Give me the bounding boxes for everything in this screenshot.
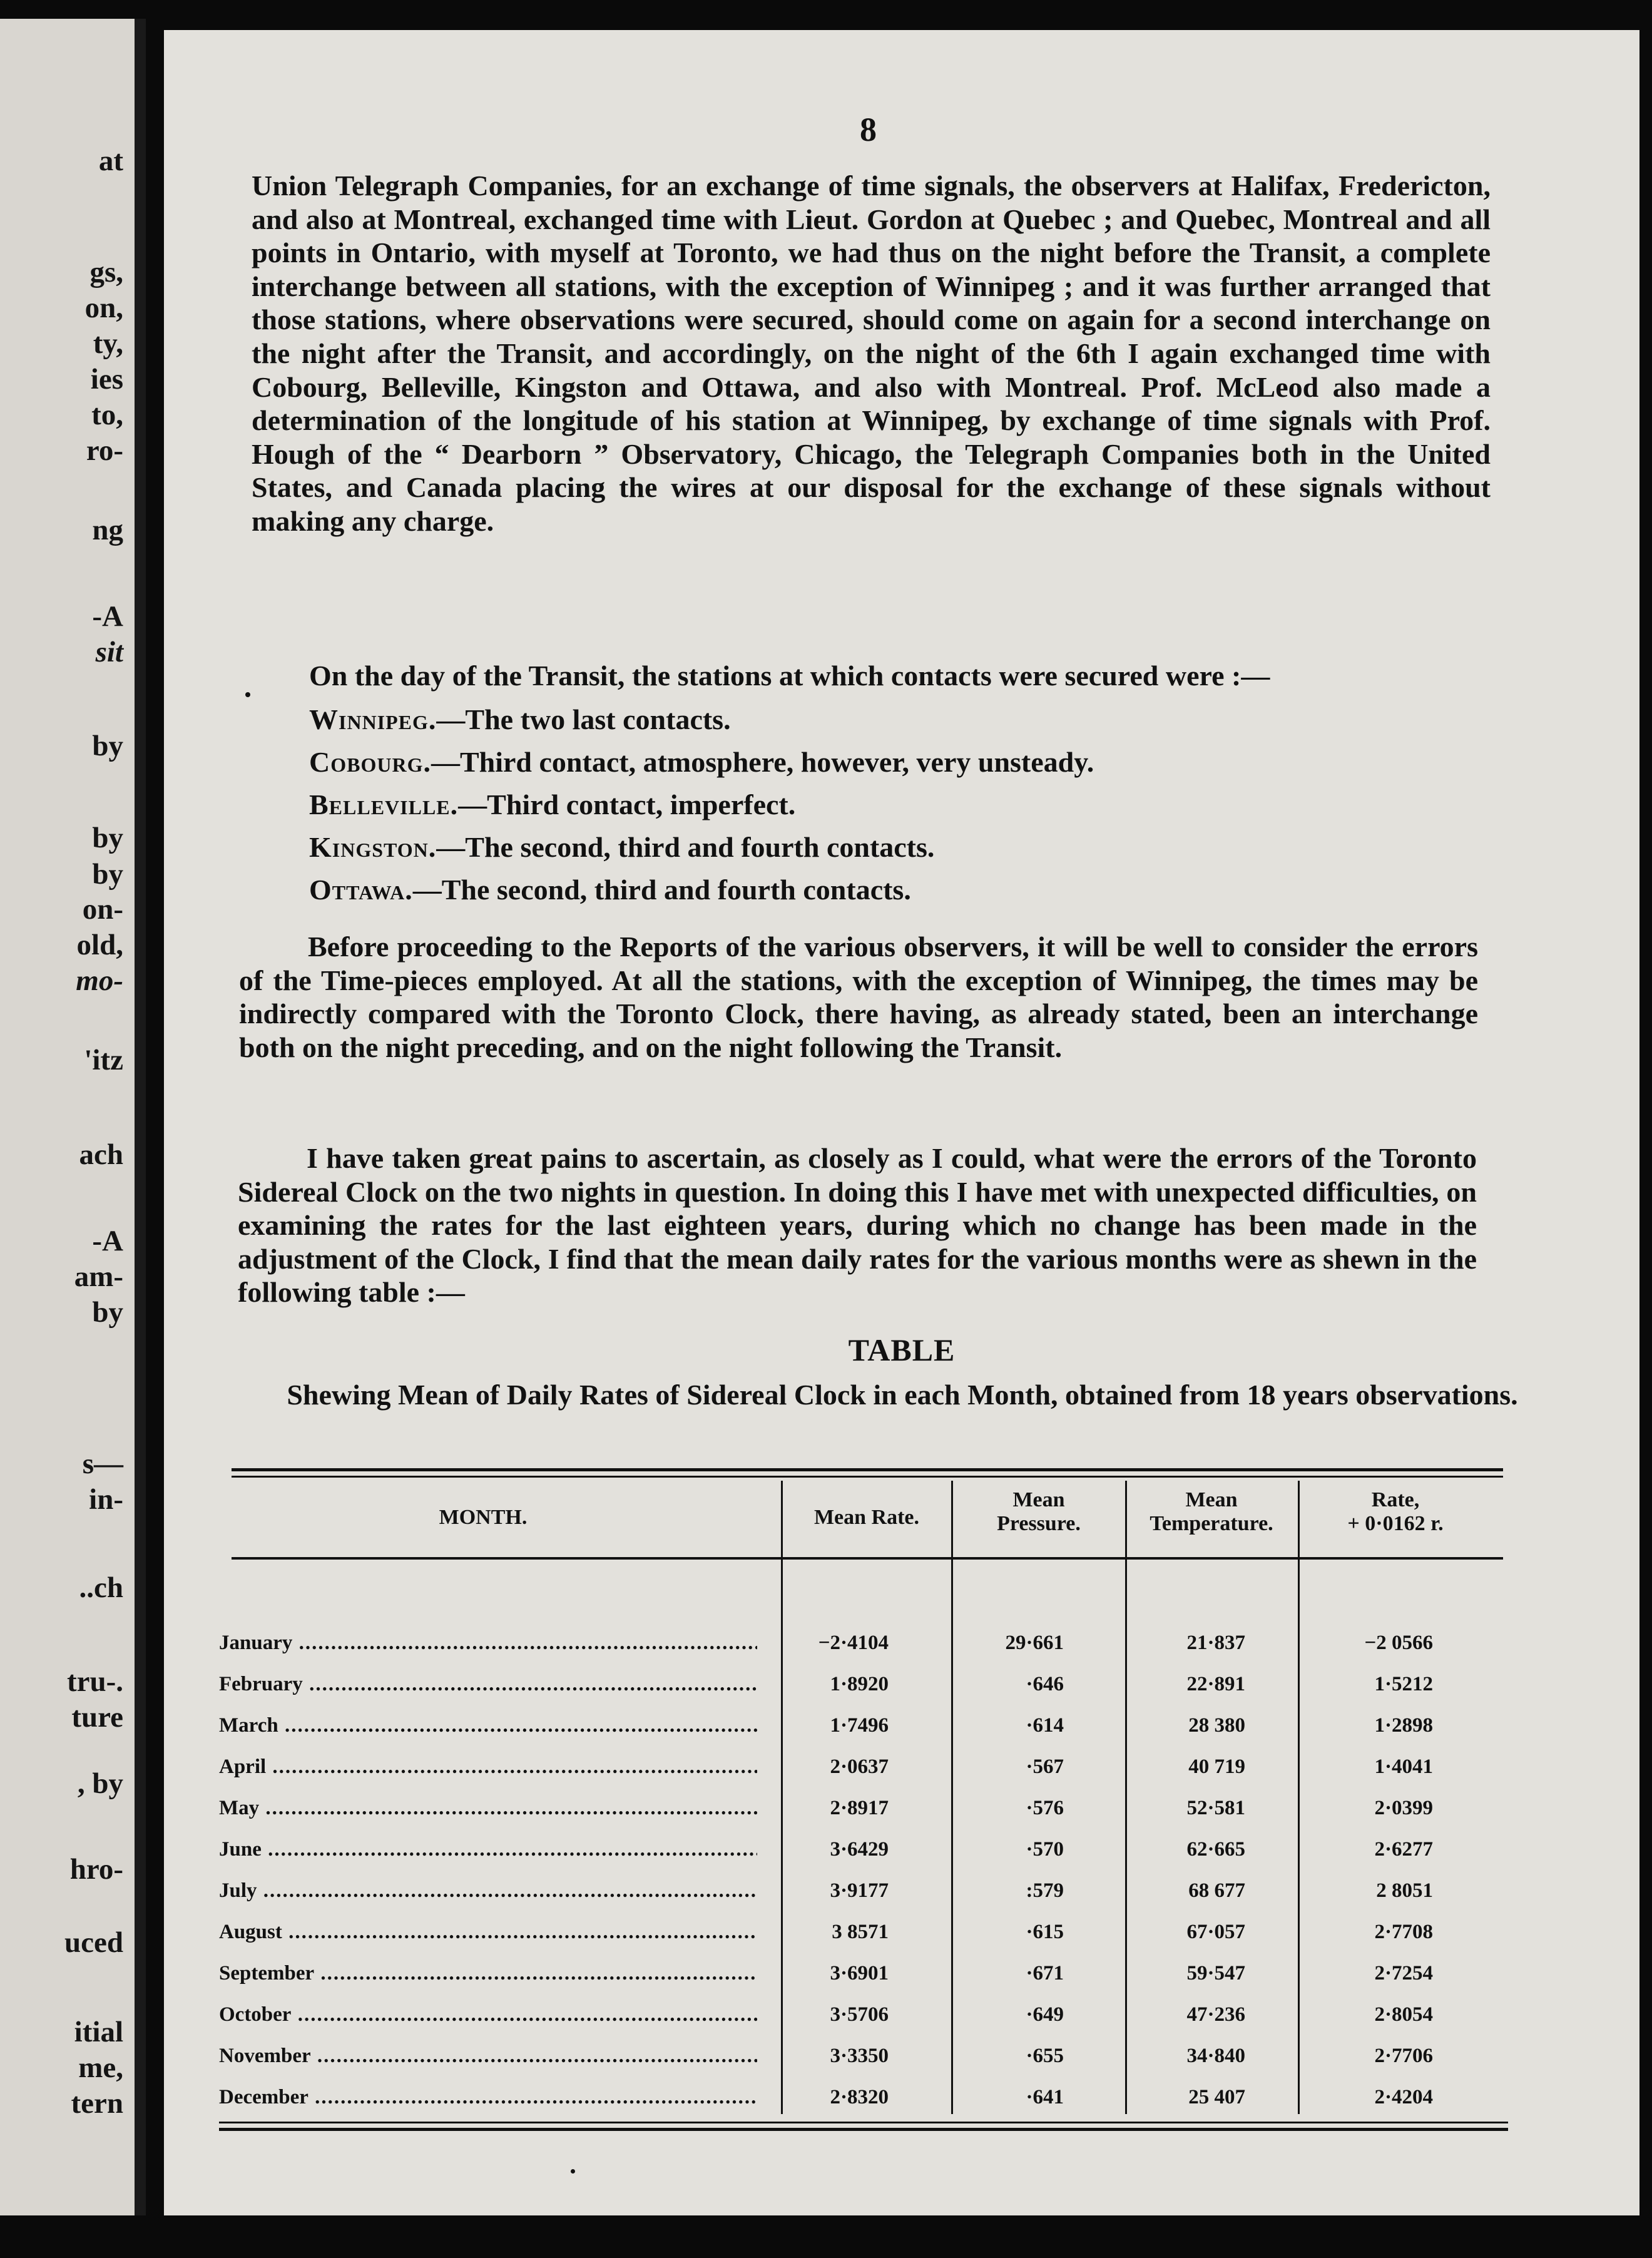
- margin-fragment: by: [92, 1296, 123, 1329]
- cell-mean-rate: 3·9177: [830, 1879, 889, 1902]
- margin-fragment: -A: [92, 600, 123, 633]
- table-row: [219, 1788, 1508, 1829]
- margin-fragment: uced: [64, 1926, 123, 1959]
- header-pressure-line2: Pressure.: [997, 1512, 1081, 1535]
- cell-month: March .....: [219, 1714, 757, 1737]
- cell-month: May .....: [219, 1797, 757, 1820]
- previous-page-strip: [0, 19, 146, 2215]
- station-name: Belleville.: [309, 789, 459, 820]
- table-row: [219, 1623, 1508, 1664]
- cell-mean-rate: 2·8917: [830, 1797, 889, 1819]
- margin-fragment: ach: [79, 1138, 123, 1171]
- scan-speck: [245, 692, 250, 697]
- table-bottom-rule-thin: [219, 2122, 1508, 2123]
- margin-fragment: tern: [71, 2087, 123, 2120]
- table-title: TABLE: [848, 1332, 956, 1367]
- cell-temperature: 21·837: [1186, 1632, 1245, 1654]
- cell-temperature: 59·547: [1186, 1962, 1245, 1985]
- cell-pressure: ·615: [1026, 1921, 1064, 1943]
- cell-month: June .....: [219, 1838, 757, 1861]
- paragraph-sidereal-clock: I have taken great pains to ascertain, as closely as I could, what were the errors of the Toronto Sidereal Clock on the two nights in question. In doing this I have met with unexpected difficulties, on examining the rates for the last eighteen years, during which no change has been made in the adjustment of the Clock, I find that the mean daily rates for the various months were as shewn in the following table :—: [238, 1142, 1477, 1309]
- margin-fragment: itial: [74, 2016, 123, 2048]
- margin-fragment: hro-: [69, 1853, 123, 1886]
- station-entry: [309, 873, 1270, 907]
- table-row: [219, 1871, 1508, 1912]
- cell-month: July .....: [219, 1879, 757, 1903]
- cell-rate: 2·7254: [1374, 1962, 1433, 1985]
- station-note: —The second, third and fourth contacts.: [436, 831, 935, 863]
- cell-mean-rate: 3·5706: [830, 2003, 889, 2026]
- cell-mean-rate: 3 8571: [832, 1921, 889, 1943]
- margin-fragment: ty,: [93, 327, 123, 360]
- margin-fragment: -A: [92, 1225, 123, 1257]
- margin-fragment: ng: [92, 514, 123, 546]
- cell-month: December .....: [219, 2086, 757, 2109]
- header-temperature-line1: Mean: [1185, 1488, 1238, 1511]
- margin-fragment: ture: [71, 1701, 123, 1734]
- cell-temperature: 25 407: [1188, 2086, 1245, 2108]
- margin-fragment: 'itz: [84, 1044, 123, 1076]
- page-number: 8: [860, 111, 877, 148]
- margin-fragment: on,: [84, 292, 123, 324]
- cell-temperature: 68 677: [1188, 1879, 1245, 1902]
- stations-intro: On the day of the Transit, the stations at which contacts were secured were :—: [309, 660, 1270, 692]
- station-note: —Third contact, imperfect.: [458, 789, 796, 820]
- table-top-rule-thin: [232, 1476, 1503, 1478]
- cell-mean-rate: 3·6901: [830, 1962, 889, 1985]
- cell-mean-rate: −2·4104: [818, 1632, 889, 1654]
- cell-pressure: ·567: [1026, 1755, 1064, 1778]
- table-row: [219, 1995, 1508, 2036]
- table-row: [219, 1912, 1508, 1953]
- cell-month: August .....: [219, 1921, 757, 1944]
- cell-temperature: 40 719: [1188, 1755, 1245, 1778]
- table-row: [219, 1705, 1508, 1747]
- table-top-rule: [232, 1468, 1503, 1471]
- cell-mean-rate: 1·8920: [830, 1673, 889, 1695]
- cell-rate: 1·2898: [1374, 1714, 1433, 1737]
- stations-list: [309, 659, 1270, 916]
- header-pressure-line1: Mean: [1012, 1488, 1065, 1511]
- cell-temperature: 47·236: [1186, 2003, 1245, 2026]
- margin-fragment: ro-: [86, 434, 123, 467]
- cell-month: January .....: [219, 1632, 757, 1655]
- table-row: [219, 2036, 1508, 2077]
- margin-fragment: to,: [91, 399, 123, 431]
- margin-fragment: tru-.: [66, 1665, 123, 1698]
- station-entry: [309, 830, 1270, 864]
- cell-temperature: 67·057: [1186, 1921, 1245, 1943]
- document-page: [164, 30, 1639, 2215]
- scan-speck: [571, 2169, 575, 2174]
- cell-rate: 1·4041: [1374, 1755, 1433, 1778]
- cell-pressure: ·570: [1026, 1838, 1064, 1861]
- margin-fragment: me,: [78, 2051, 123, 2084]
- station-note: —The second, third and fourth contacts.: [412, 874, 911, 906]
- cell-rate: 2·7706: [1374, 2045, 1433, 2067]
- header-corrected-rate: [1302, 1488, 1489, 1536]
- margin-fragment: by: [92, 730, 123, 762]
- cell-mean-rate: 2·0637: [830, 1755, 889, 1778]
- cell-rate: 2·6277: [1374, 1838, 1433, 1861]
- cell-month: October .....: [219, 2003, 757, 2026]
- station-name: Kingston.: [309, 831, 437, 863]
- table-row: [219, 1664, 1508, 1705]
- paragraph-time-pieces: Before proceeding to the Reports of the various observers, it will be well to consider the errors of the Time-pieces employed. At all the stations, with the exception of Winnipeg, the times may be indirectly compared with the Toronto Clock, there having, as already stated, been an interchange both on the night preceding, and on the night following the Transit.: [239, 931, 1478, 1063]
- station-name: Cobourg.: [309, 746, 431, 778]
- cell-temperature: 52·581: [1186, 1797, 1245, 1819]
- cell-month: November .....: [219, 2045, 757, 2068]
- table-caption: Shewing Mean of Daily Rates of Sidereal Clock in each Month, obtained from 18 years observations.: [287, 1379, 1518, 1411]
- cell-rate: 2·4204: [1374, 2086, 1433, 2108]
- cell-rate: 2·0399: [1374, 1797, 1433, 1819]
- table-row: [219, 1829, 1508, 1871]
- cell-rate: 2 8051: [1376, 1879, 1433, 1902]
- cell-pressure: ·576: [1026, 1797, 1064, 1819]
- header-mean-pressure: [956, 1488, 1121, 1536]
- margin-fragment: by: [92, 822, 123, 854]
- margin-fragment: mo-: [76, 964, 123, 997]
- header-rate-line2: + 0·0162 r.: [1347, 1512, 1444, 1535]
- table-row: [219, 1747, 1508, 1788]
- station-note: —Third contact, atmosphere, however, very unsteady.: [431, 746, 1094, 778]
- margin-fragment: on-: [82, 893, 123, 926]
- margin-fragment: in-: [89, 1483, 123, 1516]
- cell-mean-rate: 3·6429: [830, 1838, 889, 1861]
- cell-pressure: :579: [1026, 1879, 1064, 1902]
- margin-fragment: gs,: [89, 256, 123, 289]
- cell-temperature: 28 380: [1188, 1714, 1245, 1737]
- header-month: MONTH.: [439, 1506, 528, 1529]
- table-row: [219, 2077, 1508, 2118]
- station-entry: [309, 745, 1270, 779]
- table-row: [219, 1953, 1508, 1995]
- cell-month: April .....: [219, 1755, 757, 1779]
- cell-mean-rate: 1·7496: [830, 1714, 889, 1737]
- cell-pressure: ·641: [1026, 2086, 1064, 2108]
- cell-rate: 2·7708: [1374, 1921, 1433, 1943]
- cell-temperature: 34·840: [1186, 2045, 1245, 2067]
- header-rate-line1: Rate,: [1371, 1488, 1420, 1511]
- margin-fragment: at: [98, 145, 123, 177]
- table-bottom-rule: [219, 2128, 1508, 2131]
- station-entry: [309, 788, 1270, 822]
- cell-pressure: ·614: [1026, 1714, 1064, 1737]
- header-temperature-line2: Temperature.: [1150, 1512, 1273, 1535]
- margin-fragment: , by: [77, 1767, 123, 1800]
- cell-pressure: ·655: [1026, 2045, 1064, 2067]
- cell-rate: −2 0566: [1364, 1632, 1433, 1654]
- station-note: —The two last contacts.: [436, 703, 731, 735]
- margin-fragment: ies: [90, 363, 123, 396]
- station-name: Winnipeg.: [309, 703, 437, 735]
- cell-rate: 1·5212: [1374, 1673, 1433, 1695]
- margin-fragment: ..ch: [79, 1571, 123, 1604]
- margin-fragment: by: [92, 858, 123, 891]
- cell-pressure: ·649: [1026, 2003, 1064, 2026]
- margin-fragment: sit: [95, 636, 123, 668]
- header-mean-temperature: [1129, 1488, 1294, 1536]
- header-mean-rate: Mean Rate.: [813, 1506, 920, 1529]
- table-header-rule: [232, 1557, 1503, 1560]
- margin-fragment: am-: [74, 1260, 123, 1293]
- paragraph-telegraph-exchange: Union Telegraph Companies, for an exchange of time signals, the observers at Halifax, Fredericton, and also at Montreal, exchanged time with Lieut. Gordon at Quebec ; and Quebec, Montreal and all points in Ontario, with myself at Toronto, we had thus on the night before the Transit, a complete interchange between all stations, with the exception of Winnipeg ; and it was further arranged that those stations, where observations were secured, should come on again for a second interchange on the night after the Transit, and accordingly, on the night of the 6th I again exchanged time with Cobourg, Belleville, Kingston and Ottawa, and also with Montreal. Prof. McLeod also made a determination of the longitude of his station at Winnipeg, by exchange of time signals with Prof. Hough of the “ Dearborn ” Observatory, Chicago, the Telegraph Companies both in the United States, and Canada placing the wires at our disposal for the exchange of these signals without making any charge.: [252, 170, 1491, 537]
- cell-mean-rate: 2·8320: [830, 2086, 889, 2108]
- cell-temperature: 22·891: [1186, 1673, 1245, 1695]
- cell-month: September .....: [219, 1962, 757, 1985]
- cell-mean-rate: 3·3350: [830, 2045, 889, 2067]
- station-name: Ottawa.: [309, 874, 413, 906]
- cell-month: February .....: [219, 1673, 757, 1696]
- margin-fragment: old,: [76, 929, 123, 961]
- cell-pressure: ·646: [1026, 1673, 1064, 1695]
- cell-pressure: ·671: [1026, 1962, 1064, 1985]
- cell-temperature: 62·665: [1186, 1838, 1245, 1861]
- cell-pressure: 29·661: [1005, 1632, 1064, 1654]
- station-entry: [309, 703, 1270, 737]
- cell-rate: 2·8054: [1374, 2003, 1433, 2026]
- margin-fragment: s—: [82, 1448, 123, 1480]
